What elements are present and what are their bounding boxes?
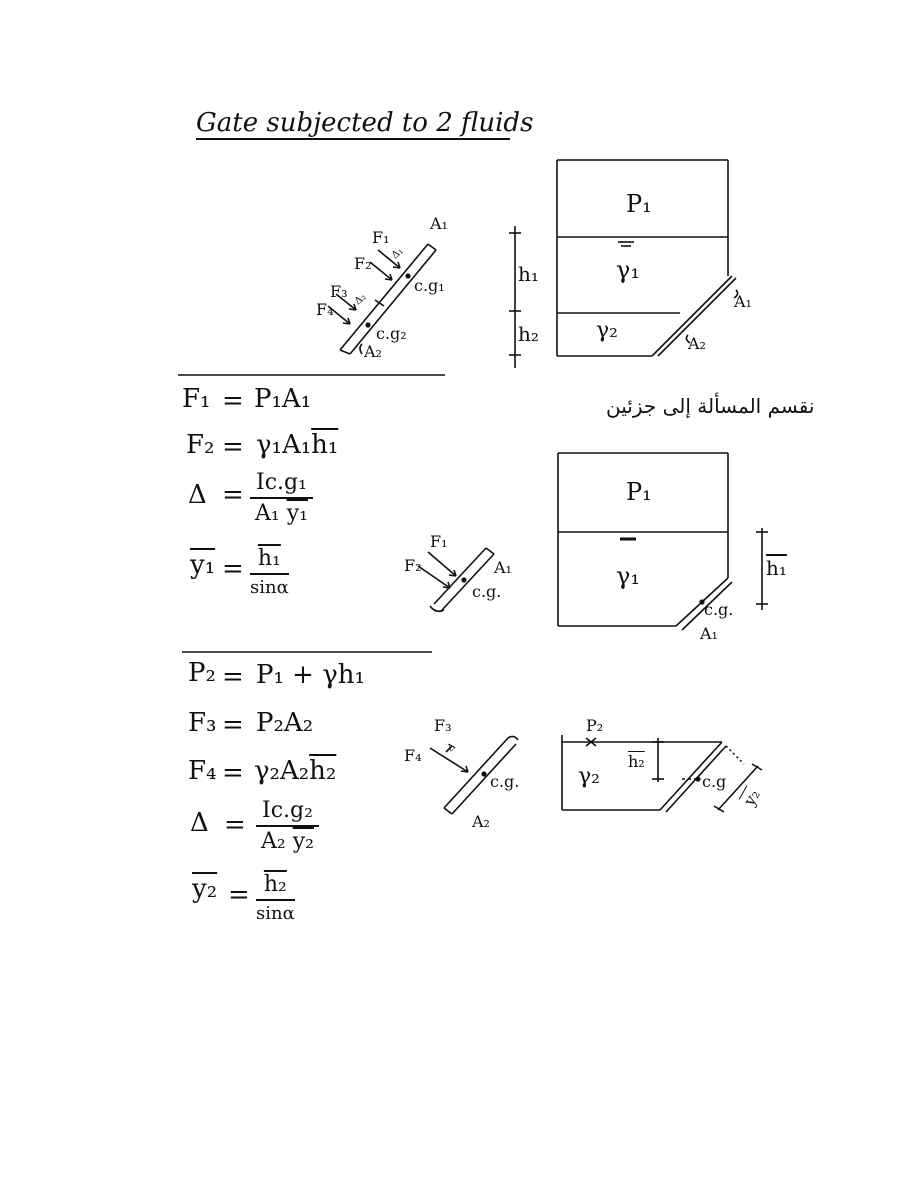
label-low-f4: F₄ <box>404 746 422 765</box>
label-low-y2-text: y₂ <box>739 786 764 809</box>
s2-eq4-den <box>256 829 319 854</box>
s2-eq4-num: Ic.g₂ <box>262 798 313 823</box>
eq4-equals: = <box>222 554 244 584</box>
label-low-cg: c.g. <box>490 772 520 791</box>
eq4-num: h₁ <box>257 546 281 571</box>
s2-eq2-lhs: F₃ <box>188 708 217 738</box>
page-title: Gate subjected to 2 fluids <box>196 108 534 138</box>
s2-eq3-equals: = <box>222 758 244 788</box>
label-a1: A₁ <box>430 214 448 233</box>
label-mid-a1: A₁ <box>494 558 512 577</box>
s2-eq1-rhs: P₁ + γh₁ <box>256 660 365 690</box>
eq2-equals: = <box>222 432 244 462</box>
eq3-lhs: Δ <box>188 480 207 510</box>
s2-eq3-lhs: F₄ <box>188 756 217 786</box>
eq1-equals: = <box>222 386 244 416</box>
label-h1: h₁ <box>518 262 539 286</box>
label-gamma2: γ₂ <box>596 318 618 343</box>
label-p1: P₁ <box>626 190 652 218</box>
eq3-den <box>250 501 313 526</box>
label-a2: A₂ <box>364 342 382 361</box>
label-f4: F₄ <box>316 300 334 319</box>
label-f3: F₃ <box>330 282 348 301</box>
eq3-den-a: A₁ <box>254 501 280 526</box>
label-low-f3: F₃ <box>434 716 452 735</box>
tank-upper <box>558 453 768 630</box>
eq1-rhs: P₁A₁ <box>254 384 312 414</box>
eq4-fraction <box>250 546 289 598</box>
label-tank-a2: A₂ <box>688 334 706 353</box>
s2-eq2-equals: = <box>222 710 244 740</box>
s2-eq4-den-a: A₂ <box>260 829 286 854</box>
eq3-num: Ic.g₁ <box>256 470 307 495</box>
label-mid-f2: F₂ <box>404 556 422 575</box>
eq3-equals: = <box>222 480 244 510</box>
s2-eq3-rhs-b: h₂ <box>309 756 337 786</box>
label-low-gamma2: γ₂ <box>578 764 600 789</box>
s2-eq4-den-b: y₂ <box>292 829 314 854</box>
label-low-p2: P₂ <box>586 716 604 735</box>
label-mid-cg: c.g. <box>472 582 502 601</box>
label-cg1: c.g₁ <box>414 276 445 295</box>
label-gamma1: γ₁ <box>616 256 640 284</box>
label-delta2: Δ₂ <box>352 291 369 308</box>
s2-eq3-rhs <box>254 756 336 786</box>
eq3-den-b: y₁ <box>286 501 308 526</box>
label-cg2: c.g₂ <box>376 324 407 343</box>
label-mid-tank-a1: A₁ <box>700 624 718 643</box>
s2-eq5-lhs: y₂ <box>192 874 218 904</box>
label-tank-a1: A₁ <box>734 292 752 311</box>
label-low-tank-cg: c.g <box>702 772 727 791</box>
s2-eq3-rhs-a: γ₂A₂ <box>254 756 310 786</box>
label-low-a2: A₂ <box>472 812 490 831</box>
s2-eq5-den: sinα <box>256 903 295 924</box>
s2-eq5-equals: = <box>228 880 250 910</box>
s2-eq1-equals: = <box>222 662 244 692</box>
label-mid-tank-cg: c.g. <box>704 600 734 619</box>
s2-eq5-num: h₂ <box>263 872 287 897</box>
s2-eq2-rhs: P₂A₂ <box>256 708 314 738</box>
label-low-delta: Δ <box>445 740 458 755</box>
label-low-h2-text: h₂ <box>628 752 645 771</box>
label-mid-h1 <box>766 556 787 580</box>
label-delta1: Δ₁ <box>389 245 406 262</box>
s2-eq1-lhs: P₂ <box>188 658 216 688</box>
label-mid-f1: F₁ <box>430 532 448 551</box>
gate-diagram-upper <box>418 548 494 611</box>
eq4-lhs: y₁ <box>190 550 216 580</box>
eq2-lhs: F₂ <box>186 430 215 460</box>
eq2-rhs-a: γ₁A₁ <box>256 430 312 460</box>
s2-eq4-equals: = <box>224 810 246 840</box>
eq3-fraction <box>250 470 313 526</box>
eq4-lhs-wrap <box>190 550 215 580</box>
label-f1: F₁ <box>372 228 390 247</box>
label-mid-p1: P₁ <box>626 478 652 506</box>
label-mid-h1-text: h₁ <box>766 556 787 580</box>
s2-eq5-lhs-wrap <box>192 874 217 904</box>
s2-eq4-fraction <box>256 798 319 854</box>
s2-eq4-lhs: Δ <box>190 808 209 838</box>
s2-eq5-fraction <box>256 872 295 924</box>
eq4-den: sinα <box>250 577 289 598</box>
eq2-rhs <box>256 430 338 460</box>
label-h2: h₂ <box>518 322 539 346</box>
label-mid-gamma1: γ₁ <box>616 562 640 590</box>
arabic-note: نقسم المسألة إلى جزئين <box>606 394 815 418</box>
eq1-lhs: F₁ <box>182 384 211 414</box>
label-low-h2 <box>628 752 645 771</box>
label-f2: F₂ <box>354 254 372 273</box>
eq2-rhs-b: h₁ <box>311 430 339 460</box>
